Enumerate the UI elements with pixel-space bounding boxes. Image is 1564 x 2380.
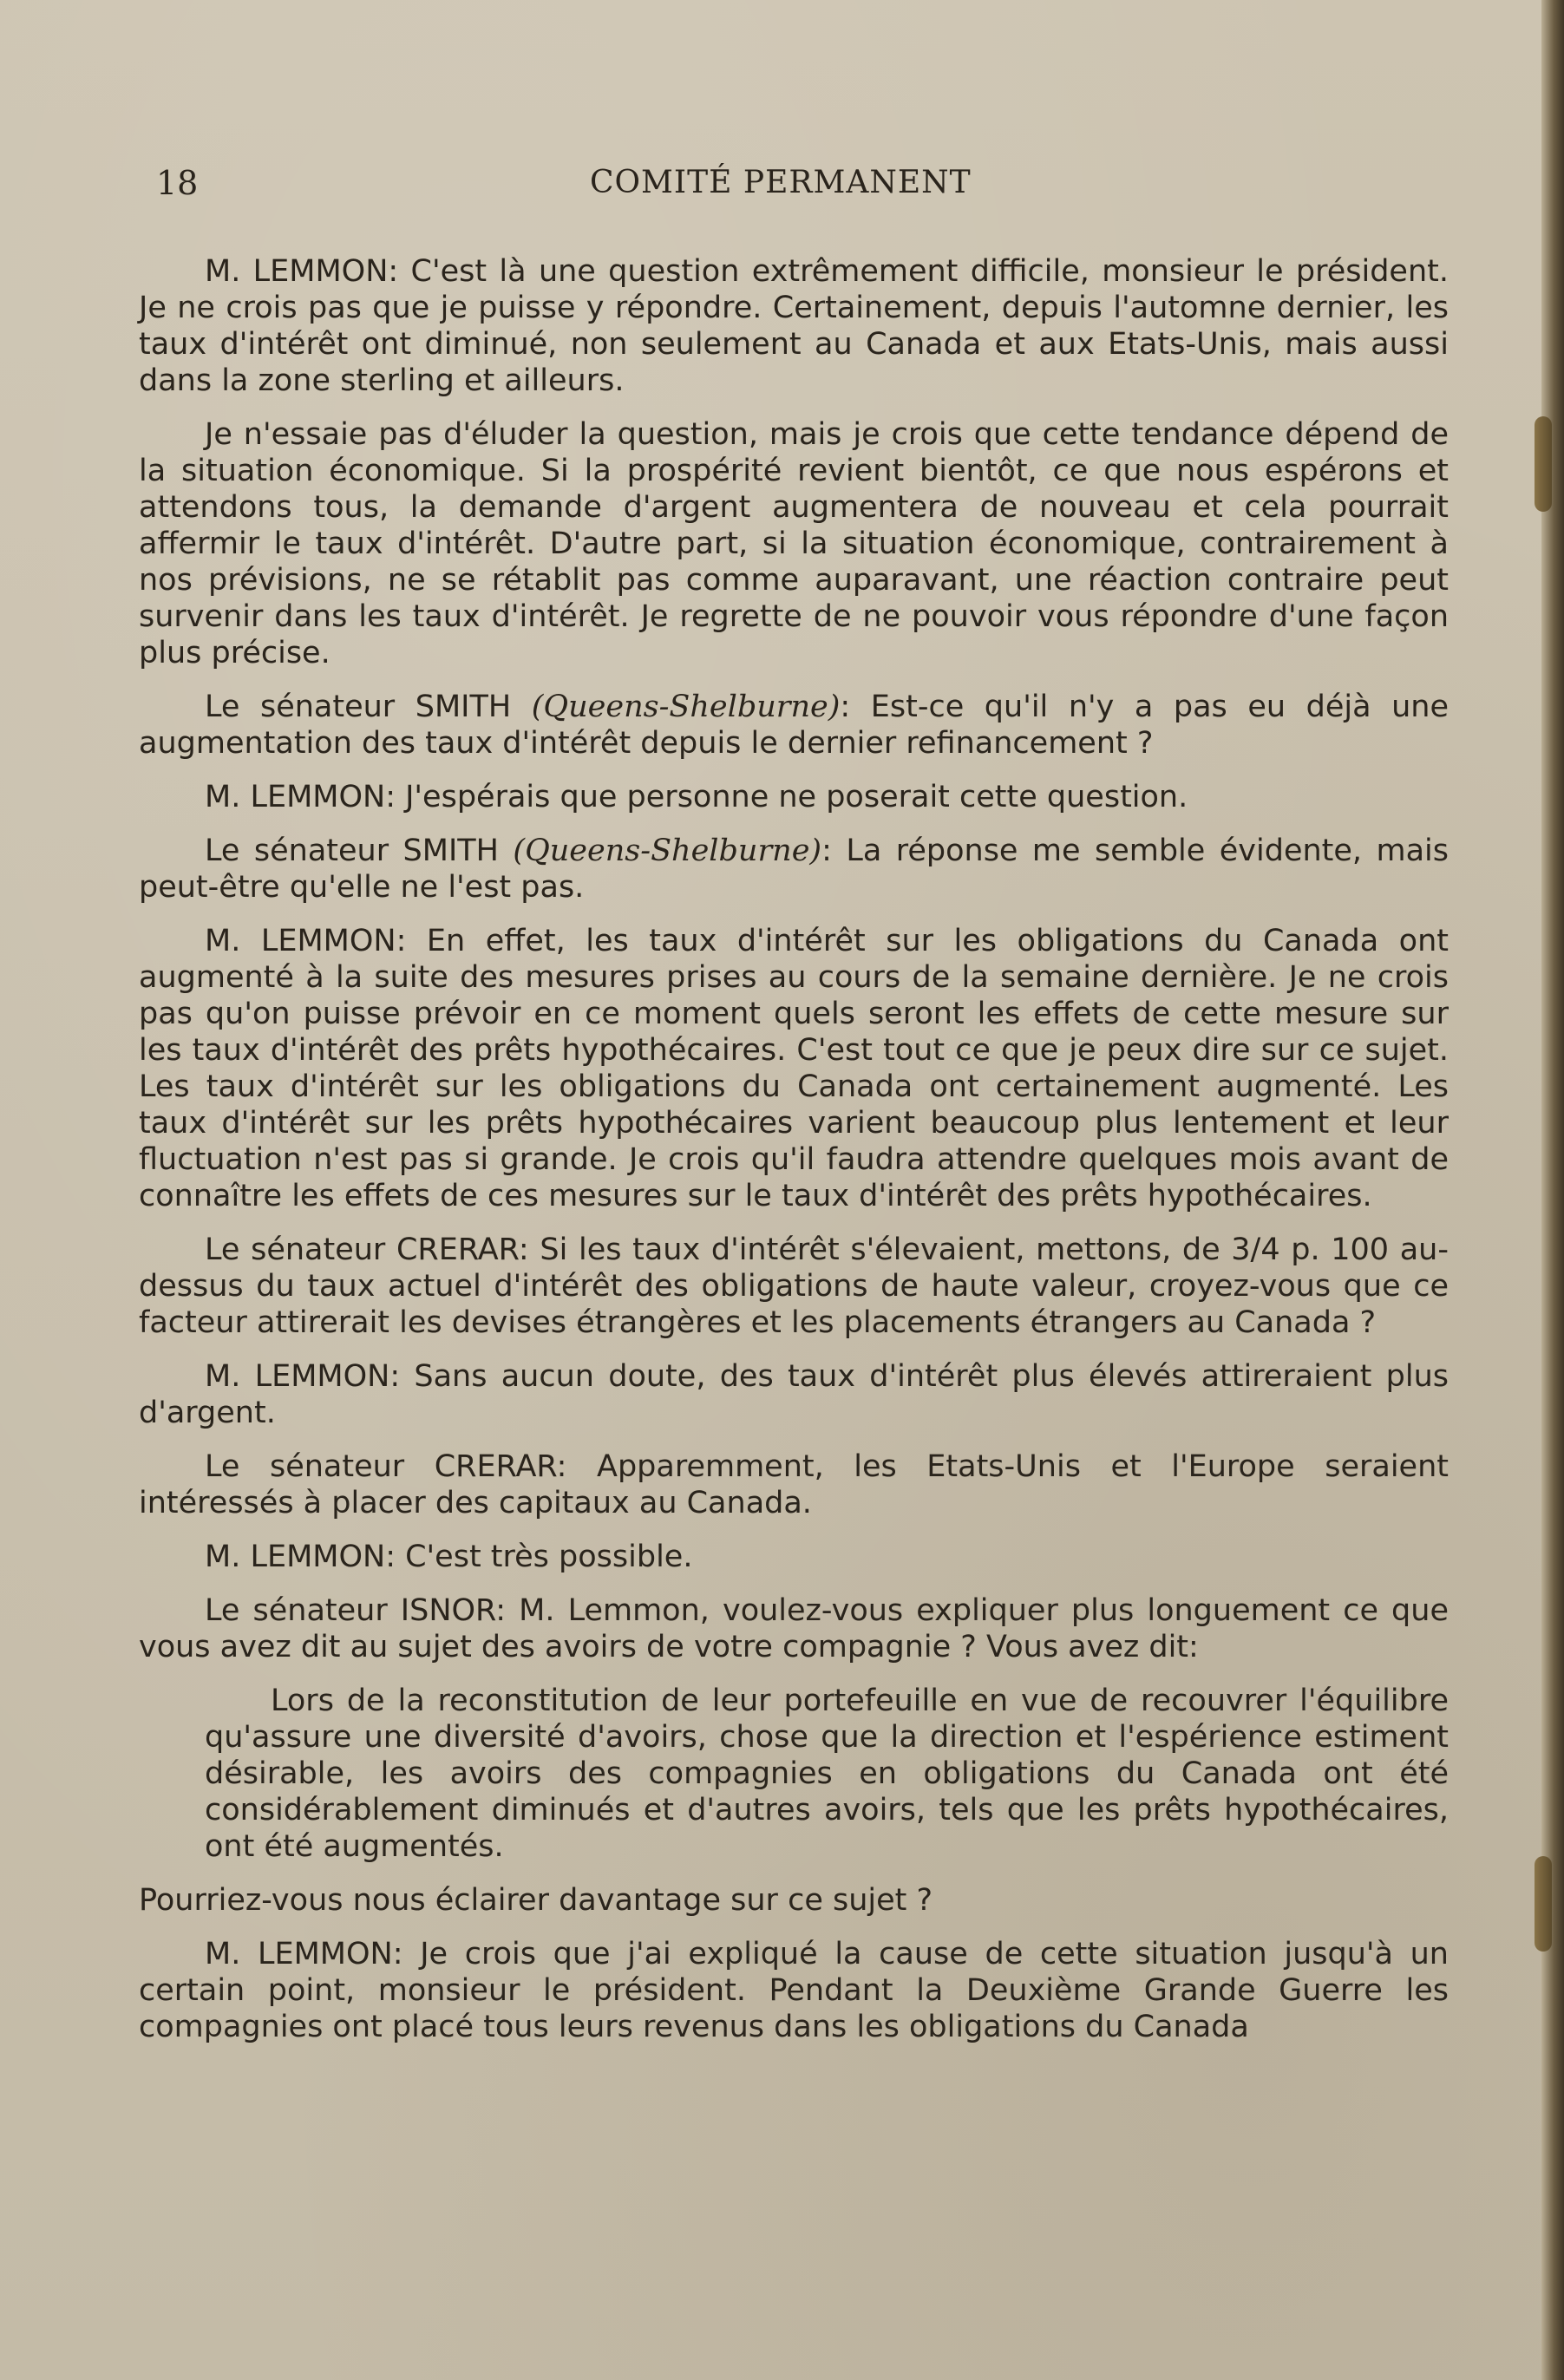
paragraph-text: Apparemment, les Etats-Unis et l'Europe seraient intéressés à placer des capitaux au Canada. [139,1449,1449,1520]
paragraph [139,779,1449,815]
paragraph-text: Je crois que j'ai expliqué la cause de cette situation jusqu'à un certain point, monsieur le président. Pendant la Deuxième Grande Guerre les compagnies ont placé tous leurs revenus dans les obligations du Canada [139,1937,1449,2044]
speaker: Le sénateur CRERAR: [205,1232,529,1267]
speaker: Le sénateur SMITH [205,834,514,868]
binding-clip-mark [1535,416,1552,512]
paragraph-text: : La réponse me semble évidente, mais peut-être qu'elle ne l'est pas. [139,834,1449,905]
paragraph [139,689,1449,762]
speaker: M. LEMMON: [205,1359,401,1394]
speaker: Le sénateur CRERAR: [205,1449,567,1484]
paragraph [139,1448,1449,1521]
document-body [139,165,1449,2063]
speaker: M. LEMMON: [205,780,396,814]
paragraph-text: : Est-ce qu'il n'y a pas eu déjà une augmentation des taux d'intérêt depuis le dernier refinancement ? [139,690,1449,761]
speaker: M. LEMMON: [205,1937,403,1971]
paragraph [139,416,1449,671]
paragraph-text: J'espérais que personne ne poserait cette question. [395,780,1188,814]
paragraph-text: Si les taux d'intérêt s'élevaient, mettons, de 3/4 p. 100 au-dessus du taux actuel d'intérêt des obligations de haute valeur, croyez-vous que ce facteur attirerait les devises étrangères et les placements étrangers au Canada ? [139,1232,1449,1340]
page-header [139,165,1449,212]
paragraph-text: C'est là une question extrêmement difficile, monsieur le président. Je ne crois pas que je puisse y répondre. Certainement, depuis l'automne dernier, les taux d'intérêt ont diminué, non seulement au Canada et aux Etats-Unis, mais aussi dans la zone sterling et ailleurs. [139,254,1449,398]
paragraph [139,1232,1449,1341]
paragraph-text: En effet, les taux d'intérêt sur les obligations du Canada ont augmenté à la suite des mesures prises au cours de la semaine dernière. Je ne crois pas qu'on puisse prévoir en ce moment quels seront les effets de cette mesure sur les taux d'intérêt des prêts hypothécaires. C'est tout ce que je peux dire sur ce sujet. Les taux d'intérêt sur les obligations du Canada ont certainement augmenté. Les taux d'intérêt sur les prêts hypothécaires varient beaucoup plus lentement et leur fluctuation n'est pas si grande. Je crois qu'il faudra attendre quelques mois avant de connaître les effets de ces mesures sur le taux d'intérêt des prêts hypothécaires. [139,924,1449,1213]
speaker: M. LEMMON: [205,924,407,958]
follow-up-question: Pourriez-vous nous éclairer davantage sur ce sujet ? [139,1883,933,1918]
paragraph [139,1358,1449,1431]
speaker-riding: (Queens-Shelburne) [513,834,822,868]
speaker: M. LEMMON: [205,1540,396,1574]
block-quote: Lors de la reconstitution de leur portefeuille en vue de recouvrer l'équilibre qu'assure une diversité d'avoirs, chose que la direction et l'espérience estiment désirable, les avoirs des compagnies en obligations du Canada ont été considérablement diminués et d'autres avoirs, tels que les prêts hypothécaires, ont été augmentés. [205,1684,1449,1864]
paragraph [139,1539,1449,1575]
speaker: Le sénateur SMITH [205,690,532,724]
paragraph-text: Sans aucun doute, des taux d'intérêt plus élevés attireraient plus d'argent. [139,1359,1449,1430]
paragraph-text: M. Lemmon, voulez-vous expliquer plus longuement ce que vous avez dit au sujet des avoirs de votre compagnie ? Vous avez dit: [139,1593,1449,1664]
page-number: 18 [156,164,199,202]
speaker: M. LEMMON: [205,254,399,289]
speaker: Le sénateur ISNOR: [205,1593,507,1628]
paragraph-text: C'est très possible. [395,1540,693,1574]
paragraph-text: Je n'essaie pas d'éluder la question, mais je crois que cette tendance dépend de la situation économique. Si la prospérité revient bientôt, ce que nous espérons et attendons tous, la demande d'argent augmentera de nouveau et cela pourrait affermir le taux d'intérêt. D'autre part, si la situation économique, contrairement à nos prévisions, ne se rétablit pas comme auparavant, une réaction contraire peut survenir dans les taux d'intérêt. Je regrette de ne pouvoir vous répondre d'une façon plus précise. [139,417,1449,670]
paragraph [139,1936,1449,2045]
paragraph [139,253,1449,399]
speaker-riding: (Queens-Shelburne) [531,690,841,724]
page-binding-edge [1541,0,1564,2380]
paragraph [139,833,1449,906]
paragraph [139,1592,1449,1665]
binding-clip-mark [1535,1856,1552,1952]
paragraph [139,923,1449,1214]
running-head: COMITÉ PERMANENT [590,165,972,200]
